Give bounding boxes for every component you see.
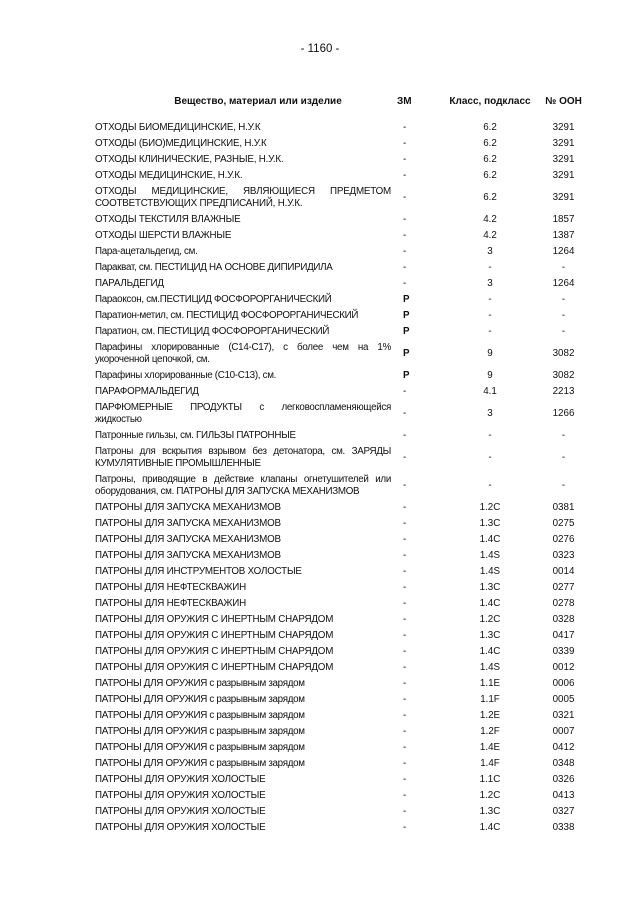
page-number: - 1160 - — [300, 43, 340, 55]
zm-cell: - — [403, 566, 407, 577]
table-row — [95, 400, 594, 428]
class-cell: 1.3C — [479, 806, 501, 817]
zm-cell: - — [403, 790, 407, 801]
zm-cell: - — [403, 822, 407, 833]
table-row — [95, 580, 594, 596]
class-cell: 3 — [487, 278, 493, 289]
un-number-cell: 0338 — [552, 822, 575, 833]
substance-cell: ОТХОДЫ ШЕРСТИ ВЛАЖНЫЕ — [95, 230, 232, 241]
dangerous-goods-table — [95, 84, 594, 836]
un-number-cell: 3291 — [552, 122, 575, 133]
substance-cell: Параоксон, см.ПЕСТИЦИД ФОСФОРОРГАНИЧЕСКИЙ — [95, 294, 332, 305]
substance-cell: ПАТРОНЫ ДЛЯ ОРУЖИЯ С ИНЕРТНЫМ СНАРЯДОМ — [95, 662, 334, 673]
table-row — [95, 428, 594, 444]
un-number-cell: 3082 — [552, 348, 575, 359]
substance-cell: ОТХОДЫ КЛИНИЧЕСКИЕ, РАЗНЫЕ, Н.У.К. — [95, 154, 284, 165]
zm-cell: Р — [403, 294, 410, 305]
class-cell: 1.3C — [479, 518, 501, 529]
table-row — [95, 708, 594, 724]
zm-cell: - — [403, 598, 407, 609]
un-number-cell: - — [561, 310, 566, 321]
zm-cell: - — [403, 662, 407, 673]
zm-cell: - — [403, 278, 407, 289]
class-cell: 1.3C — [479, 582, 501, 593]
zm-cell: - — [403, 614, 407, 625]
table-row — [95, 444, 594, 472]
zm-cell: - — [403, 550, 407, 561]
table-row — [95, 564, 594, 580]
un-number-cell: 0417 — [552, 630, 575, 641]
table-row — [95, 120, 594, 136]
un-number-cell: - — [561, 262, 566, 273]
zm-cell: - — [403, 246, 407, 257]
class-cell: - — [488, 310, 492, 321]
substance-cell: ПАТРОНЫ ДЛЯ ОРУЖИЯ ХОЛОСТЫЕ — [95, 774, 266, 785]
un-number-cell: 1264 — [552, 278, 575, 289]
zm-cell: - — [403, 192, 407, 203]
zm-cell: - — [403, 170, 407, 181]
class-cell: 1.4S — [479, 662, 501, 673]
substance-cell: Паракват, см. ПЕСТИЦИД НА ОСНОВЕ ДИПИРИДИЛА — [95, 262, 333, 273]
table-row — [95, 244, 594, 260]
table-row — [95, 644, 594, 660]
table-row — [95, 136, 594, 152]
class-cell: 1.2C — [479, 790, 501, 801]
substance-cell: ПАТРОНЫ ДЛЯ ОРУЖИЯ С ИНЕРТНЫМ СНАРЯДОМ — [95, 646, 334, 657]
zm-cell: - — [403, 502, 407, 513]
un-number-cell: - — [561, 326, 566, 337]
substance-cell: ПАТРОНЫ ДЛЯ ОРУЖИЯ с разрывным зарядом — [95, 742, 305, 753]
class-cell: 1.2E — [479, 710, 501, 721]
class-cell: 4.2 — [483, 214, 497, 225]
table-row — [95, 692, 594, 708]
un-number-cell: 0327 — [552, 806, 575, 817]
table-row — [95, 184, 594, 212]
zm-cell: Р — [403, 348, 410, 359]
substance-cell: ПАТРОНЫ ДЛЯ ОРУЖИЯ С ИНЕРТНЫМ СНАРЯДОМ — [95, 630, 334, 641]
substance-cell: ПАТРОНЫ ДЛЯ ОРУЖИЯ с разрывным зарядом — [95, 710, 305, 721]
table-row — [95, 292, 594, 308]
class-cell: 1.4F — [480, 758, 500, 769]
un-number-cell: 0007 — [552, 726, 575, 737]
substance-cell: ПАТРОНЫ ДЛЯ ЗАПУСКА МЕХАНИЗМОВ — [95, 550, 281, 561]
table-row — [95, 724, 594, 740]
table-row — [95, 740, 594, 756]
zm-cell: Р — [403, 326, 410, 337]
class-cell: 3 — [487, 408, 493, 419]
substance-cell: ПАТРОНЫ ДЛЯ ИНСТРУМЕНТОВ ХОЛОСТЫЕ — [95, 566, 302, 577]
un-number-cell: 3082 — [552, 370, 575, 381]
class-cell: 4.2 — [483, 230, 497, 241]
substance-cell: ПАТРОНЫ ДЛЯ ЗАПУСКА МЕХАНИЗМОВ — [95, 502, 281, 513]
zm-cell: - — [403, 806, 407, 817]
substance-cell: ПАТРОНЫ ДЛЯ ОРУЖИЯ ХОЛОСТЫЕ — [95, 806, 266, 817]
table-body — [95, 120, 594, 836]
table-row — [95, 548, 594, 564]
table-row — [95, 152, 594, 168]
substance-cell: ПАТРОНЫ ДЛЯ ОРУЖИЯ с разрывным зарядом — [95, 678, 305, 689]
un-number-cell: 0275 — [552, 518, 575, 529]
zm-cell: - — [403, 726, 407, 737]
un-number-cell: 3291 — [552, 192, 575, 203]
table-row — [95, 660, 594, 676]
class-cell: 1.2C — [479, 614, 501, 625]
substance-cell: ПАТРОНЫ ДЛЯ ОРУЖИЯ с разрывным зарядом — [95, 694, 305, 705]
substance-cell: Патроны, приводящие в действие клапаны огнетушителей или оборудования, см. ПАТРОНЫ ДЛЯ ЗАПУСКА МЕХАНИЗМОВ — [95, 474, 391, 497]
class-cell: 1.4E — [479, 742, 501, 753]
substance-cell: Патронные гильзы, см. ГИЛЬЗЫ ПАТРОННЫЕ — [95, 430, 296, 441]
substance-cell: ПАТРОНЫ ДЛЯ ОРУЖИЯ ХОЛОСТЫЕ — [95, 790, 266, 801]
zm-cell: - — [403, 154, 407, 165]
un-number-cell: 1387 — [552, 230, 575, 241]
zm-cell: - — [403, 480, 407, 491]
un-number-cell: 0412 — [552, 742, 575, 753]
zm-cell: Р — [403, 370, 410, 381]
substance-cell: ПАРАФОРМАЛЬДЕГИД — [95, 386, 199, 397]
substance-cell: Парафины хлорированные (С14-С17), с более чем на 1% укороченной цепочкой, см. — [95, 342, 391, 365]
substance-cell: ПАТРОНЫ ДЛЯ НЕФТЕСКВАЖИН — [95, 582, 246, 593]
class-cell: 1.2F — [480, 726, 500, 737]
substance-cell: ПАТРОНЫ ДЛЯ ОРУЖИЯ ХОЛОСТЫЕ — [95, 822, 266, 833]
class-cell: 6.2 — [483, 138, 497, 149]
un-number-cell: 3291 — [552, 138, 575, 149]
substance-cell: ПАТРОНЫ ДЛЯ ОРУЖИЯ С ИНЕРТНЫМ СНАРЯДОМ — [95, 614, 334, 625]
table-row — [95, 804, 594, 820]
zm-cell: - — [403, 694, 407, 705]
class-cell: 6.2 — [483, 170, 497, 181]
table-row — [95, 472, 594, 500]
table-row — [95, 756, 594, 772]
substance-cell: ПАРФЮМЕРНЫЕ ПРОДУКТЫ с легковоспламеняющейся жидкостью — [95, 402, 391, 425]
class-cell: 4.1 — [483, 386, 497, 397]
un-number-cell: - — [561, 430, 566, 441]
zm-cell: - — [403, 386, 407, 397]
substance-cell: Парафины хлорированные (С10-С13), см. — [95, 370, 277, 381]
class-cell: 1.4C — [479, 598, 501, 609]
table-row — [95, 324, 594, 340]
un-number-cell: 0005 — [552, 694, 575, 705]
zm-cell: - — [403, 452, 407, 463]
zm-cell: - — [403, 430, 407, 441]
table-row — [95, 532, 594, 548]
substance-cell: Пара-ацетальдегид, см. — [95, 246, 198, 257]
un-number-cell: 0278 — [552, 598, 575, 609]
un-number-cell: 0348 — [552, 758, 575, 769]
class-cell: 1.4S — [479, 550, 501, 561]
table-row — [95, 260, 594, 276]
substance-cell: ОТХОДЫ БИОМЕДИЦИНСКИЕ, Н.У.К — [95, 122, 261, 133]
zm-cell: - — [403, 122, 407, 133]
class-cell: - — [488, 326, 492, 337]
class-cell: 1.3C — [479, 630, 501, 641]
un-number-cell: 0012 — [552, 662, 575, 673]
class-cell: 1.2C — [479, 502, 501, 513]
zm-cell: - — [403, 214, 407, 225]
table-row — [95, 168, 594, 184]
class-cell: 1.1E — [479, 678, 501, 689]
header-substance: Вещество, материал или изделие — [174, 96, 342, 107]
table-row — [95, 612, 594, 628]
un-number-cell: 0381 — [552, 502, 575, 513]
substance-cell: ОТХОДЫ МЕДИЦИНСКИЕ, ЯВЛЯЮЩИЕСЯ ПРЕДМЕТОМ СООТВЕТСТВУЮЩИХ ПРЕДПИСАНИЙ, Н.У.К. — [95, 186, 391, 209]
class-cell: 1.1F — [480, 694, 500, 705]
substance-cell: ОТХОДЫ (БИО)МЕДИЦИНСКИЕ, Н.У.К — [95, 138, 267, 149]
table-row — [95, 308, 594, 324]
un-number-cell: 0323 — [552, 550, 575, 561]
un-number-cell: 2213 — [552, 386, 575, 397]
zm-cell: - — [403, 138, 407, 149]
un-number-cell: 1857 — [552, 214, 575, 225]
substance-cell: ПАТРОНЫ ДЛЯ НЕФТЕСКВАЖИН — [95, 598, 246, 609]
un-number-cell: 3291 — [552, 170, 575, 181]
class-cell: 6.2 — [483, 154, 497, 165]
table-row — [95, 368, 594, 384]
table-row — [95, 228, 594, 244]
table-header-row — [95, 84, 594, 120]
un-number-cell: - — [561, 294, 566, 305]
table-row — [95, 596, 594, 612]
un-number-cell: 0413 — [552, 790, 575, 801]
un-number-cell: 1264 — [552, 246, 575, 257]
class-cell: - — [488, 452, 492, 463]
un-number-cell: 0328 — [552, 614, 575, 625]
class-cell: 6.2 — [483, 122, 497, 133]
substance-cell: Паратион-метил, см. ПЕСТИЦИД ФОСФОРОРГАНИЧЕСКИЙ — [95, 310, 359, 321]
class-cell: 6.2 — [483, 192, 497, 203]
un-number-cell: 0339 — [552, 646, 575, 657]
table-row — [95, 212, 594, 228]
table-row — [95, 788, 594, 804]
zm-cell: - — [403, 710, 407, 721]
table-row — [95, 628, 594, 644]
un-number-cell: - — [561, 480, 566, 491]
substance-cell: Паратион, см. ПЕСТИЦИД ФОСФОРОРГАНИЧЕСКИЙ — [95, 326, 330, 337]
un-number-cell: - — [561, 452, 566, 463]
zm-cell: - — [403, 678, 407, 689]
header-class: Класс, подкласс — [449, 96, 531, 107]
zm-cell: Р — [403, 310, 410, 321]
class-cell: - — [488, 262, 492, 273]
substance-cell: ПАТРОНЫ ДЛЯ ЗАПУСКА МЕХАНИЗМОВ — [95, 534, 281, 545]
zm-cell: - — [403, 758, 407, 769]
zm-cell: - — [403, 518, 407, 529]
table-row — [95, 276, 594, 292]
zm-cell: - — [403, 534, 407, 545]
substance-cell: Патроны для вскрытия взрывом без детонатора, см. ЗАРЯДЫ КУМУЛЯТИВНЫЕ ПРОМЫШЛЕННЫЕ — [95, 446, 391, 469]
substance-cell: ПАРАЛЬДЕГИД — [95, 278, 164, 289]
class-cell: 1.4C — [479, 646, 501, 657]
class-cell: 1.1C — [479, 774, 501, 785]
un-number-cell: 0321 — [552, 710, 575, 721]
un-number-cell: 0277 — [552, 582, 575, 593]
substance-cell: ПАТРОНЫ ДЛЯ ЗАПУСКА МЕХАНИЗМОВ — [95, 518, 281, 529]
un-number-cell: 0006 — [552, 678, 575, 689]
class-cell: 9 — [487, 370, 493, 381]
zm-cell: - — [403, 774, 407, 785]
zm-cell: - — [403, 582, 407, 593]
zm-cell: - — [403, 408, 407, 419]
un-number-cell: 0276 — [552, 534, 575, 545]
class-cell: 1.4C — [479, 822, 501, 833]
substance-cell: ОТХОДЫ ТЕКСТИЛЯ ВЛАЖНЫЕ — [95, 214, 241, 225]
zm-cell: - — [403, 742, 407, 753]
table-row — [95, 516, 594, 532]
zm-cell: - — [403, 262, 407, 273]
zm-cell: - — [403, 646, 407, 657]
header-un-number: № ООН — [545, 96, 582, 107]
class-cell: 1.4S — [479, 566, 501, 577]
table-row — [95, 500, 594, 516]
zm-cell: - — [403, 230, 407, 241]
table-row — [95, 772, 594, 788]
table-row — [95, 384, 594, 400]
zm-cell: - — [403, 630, 407, 641]
class-cell: - — [488, 430, 492, 441]
substance-cell: ПАТРОНЫ ДЛЯ ОРУЖИЯ с разрывным зарядом — [95, 758, 305, 769]
un-number-cell: 1266 — [552, 408, 575, 419]
class-cell: 1.4C — [479, 534, 501, 545]
class-cell: - — [488, 294, 492, 305]
class-cell: 3 — [487, 246, 493, 257]
un-number-cell: 0326 — [552, 774, 575, 785]
table-row — [95, 820, 594, 836]
substance-cell: ПАТРОНЫ ДЛЯ ОРУЖИЯ с разрывным зарядом — [95, 726, 305, 737]
table-row — [95, 340, 594, 368]
class-cell: - — [488, 480, 492, 491]
class-cell: 9 — [487, 348, 493, 359]
un-number-cell: 3291 — [552, 154, 575, 165]
substance-cell: ОТХОДЫ МЕДИЦИНСКИЕ, Н.У.К. — [95, 170, 243, 181]
un-number-cell: 0014 — [552, 566, 575, 577]
table-row — [95, 676, 594, 692]
header-zm: ЗМ — [397, 96, 412, 107]
